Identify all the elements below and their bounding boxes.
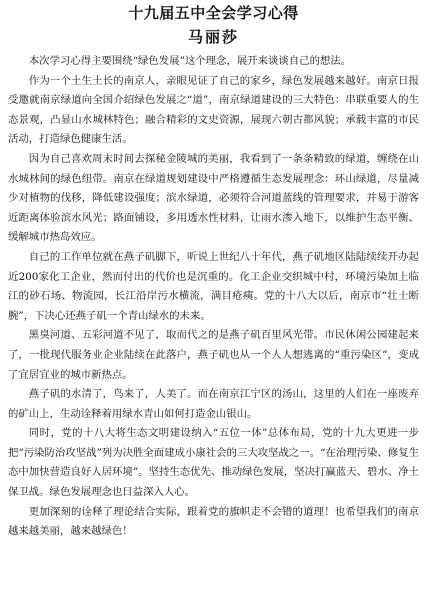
paragraph-intro: 本次学习心得主要围绕“绿色发展”这个理念，展开来谈谈自己的想法。: [28, 55, 352, 67]
document-body: [8, 52, 419, 542]
document-author: 马丽莎: [187, 28, 239, 46]
paragraph-greenway-features: 作为一个土生土长的南京人，亲眼见证了自己的家乡，绿色发展越来越好。南京日报受邀就南京绿道向全国介绍绿色发展之“道”，南京绿道建设的三大特色：串联重要人的生态景观，凸显山水城林特色；融合精彩的文史资源，展现六朝古都风貌；承载丰富的市民活动，打造绿色健康生活。: [8, 74, 419, 146]
paragraph-conclusion: 更加深刻的诠释了理论结合实际，跟着党的旗帜走不会错的道理！也希望我们的南京越来越美丽，越来越绿色！: [8, 505, 419, 538]
paragraph-policy: 同时，党的十八大将生态文明建设纳入“五位一体”总体布局，党的十九大更进一步把“污染防治攻坚战”列为决胜全面建成小康社会的三大攻坚战之一。“在治理污染、修复生态中加快营造良好人居环境”。坚持生态优先、推动绿色发展，坚决打赢蓝天、碧水、净土保卫战。绿色发展理念也日益深入人心。: [8, 427, 419, 499]
paragraph-yanziji-change: 黑臭河道、五彩河道不见了，取而代之的是燕子矶百里风光带。市民休闲公园建起来了，一批现代服务业企业陆续在此落户，燕子矶也从一个人人想逃离的“重污染区”，变成了宜居宜业的城市新热点。: [8, 329, 419, 381]
paragraph-yanziji-history: 自己的工作单位就在燕子矶脚下，听说上世纪八十年代，燕子矶地区陆陆续续开办起近200家化工企业，然而付出的代价也是沉重的。化工企业交织城中村，环境污染加上临江的砂石场、物流园，长江沿岸污水横流，满目疮痍。党的十八大以后，南京市“壮士断腕”，下决心还燕子矶一个青山绿水的未来。: [8, 250, 419, 322]
paragraph-greenway-planning: 因为自己喜欢周末时间去探秘金陵城的美丽，我看到了一条条精致的绿道，缠绕在山水城林间的绿色纽带。南京在绿道规划建设中严格遵循生态发展理念：环山绿道，尽量减少对植物的伐移，降低建设强度；滨水绿道，必须符合河道蓝线的管理要求，并易于游客近距离体验滨水风光；路面铺设，多用透水性材料，让雨水渗入地下，以维护生态平衡、缓解城市热岛效应。: [8, 152, 419, 244]
document-title: 十九届五中全会学习心得: [128, 4, 299, 22]
paragraph-tangshan: 燕子矶的水清了，鸟来了，人美了。而在南京江宁区的汤山，这里的人们在一座废弃的矿山上，生动诠释着用绿水青山如何打造金山银山。: [8, 388, 419, 420]
